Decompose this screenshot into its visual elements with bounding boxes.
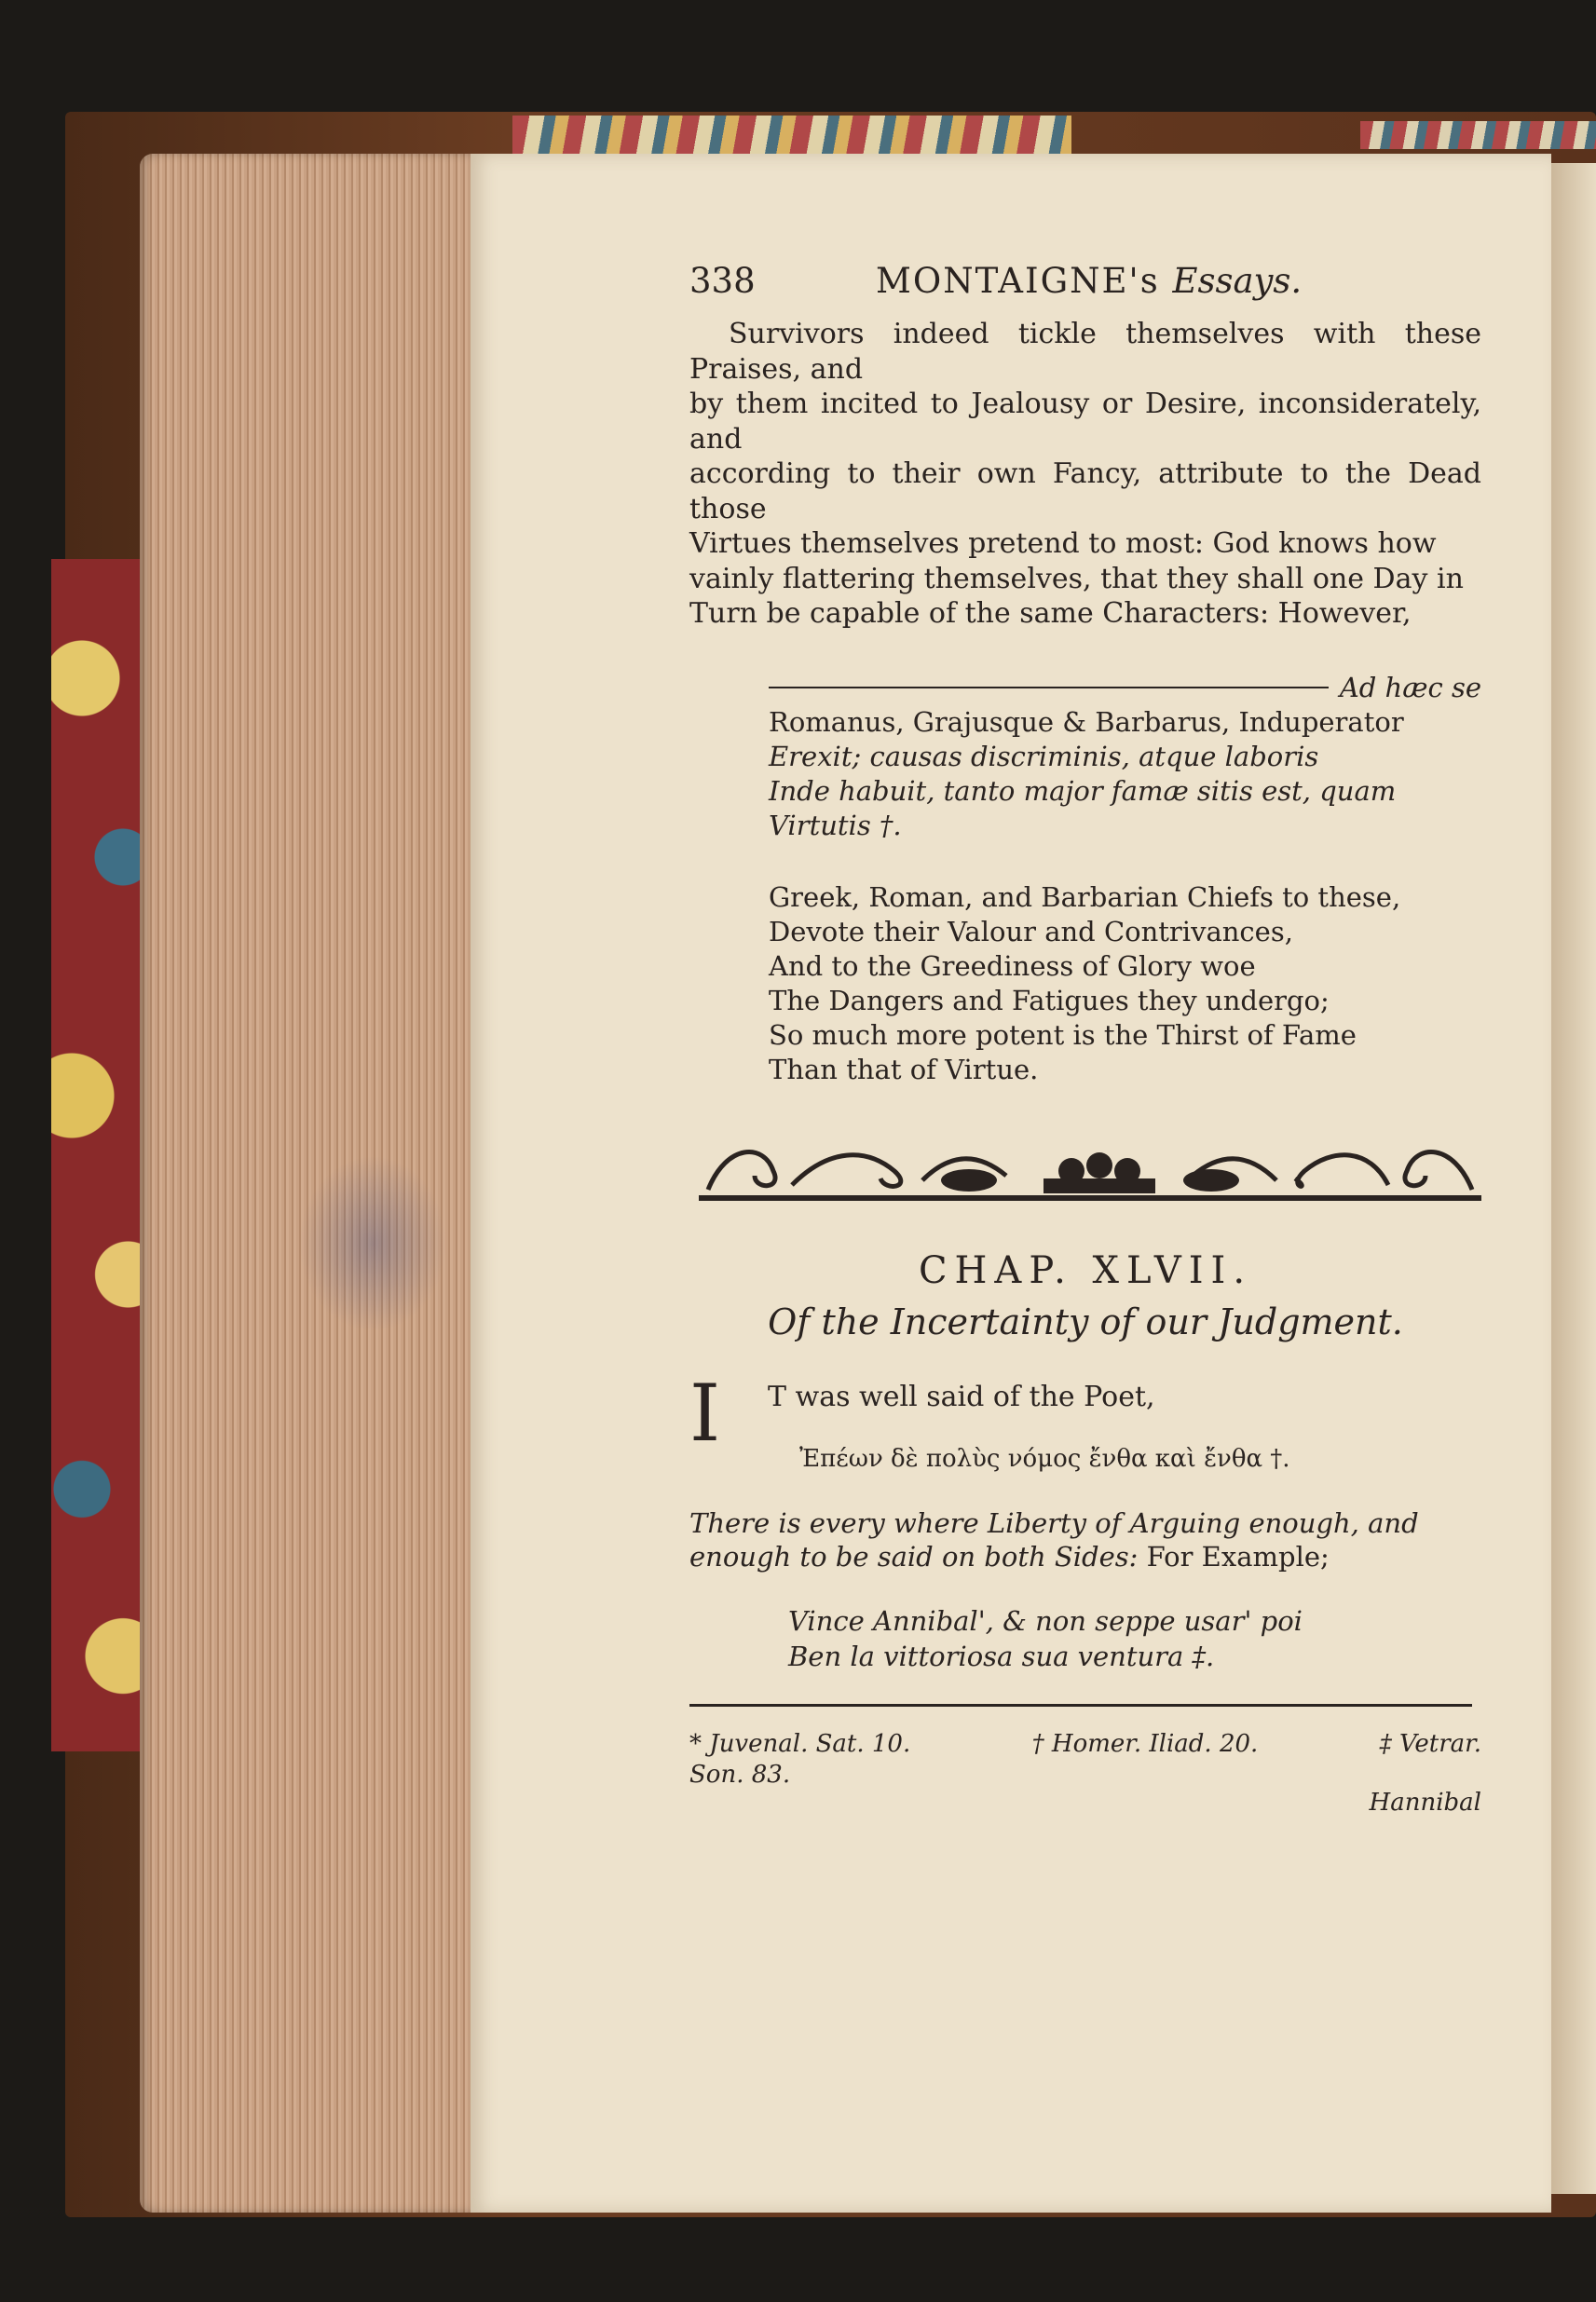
verse-first-line (769, 671, 1481, 705)
footnotes (689, 1727, 1481, 1761)
footnote: † Homer. Iliad. 20. (1031, 1729, 1259, 1758)
verse-line: Inde habuit, tanto major famæ sitis est, quam (769, 774, 1397, 807)
marbled-endpaper-top (512, 116, 1071, 155)
prose-line: vainly flattering themselves, that they shall one Day in (689, 562, 1464, 595)
translation-roman: For Example; (1146, 1540, 1330, 1573)
footnote-continued: Son. 83. (689, 1760, 791, 1789)
footnote: * Juvenal. Sat. 10. (689, 1729, 911, 1758)
translation-paragraph (689, 1506, 1481, 1573)
footnote: ‡ Vetrar. (1379, 1729, 1481, 1758)
running-head-author: MONTAIGNE's (876, 261, 1160, 301)
latin-verse (769, 671, 1481, 843)
page-header (689, 261, 1481, 317)
verse-line: Romanus, Grajusque & Barbarus, Induperator (769, 705, 1404, 738)
verse-line: Erexit; causas discriminis, atque laboris (769, 740, 1319, 772)
body-paragraph (689, 317, 1481, 632)
verse-line: Greek, Roman, and Barbarian Chiefs to these, (769, 880, 1401, 913)
verse-line: The Dangers and Fatigues they undergo; (769, 984, 1330, 1016)
page-text (689, 261, 1481, 1817)
marbled-endpaper-top-right (1360, 121, 1596, 149)
prose-line: by them incited to Jealousy or Desire, inconsiderately, and (689, 388, 1481, 456)
page-number: 338 (689, 261, 756, 301)
drop-cap: I (689, 1367, 721, 1459)
verse-line: Than that of Virtue. (769, 1053, 1039, 1085)
english-verse (769, 880, 1481, 1087)
opening-text: T was well said of the Poet, (768, 1380, 1155, 1413)
catchword: Hannibal (1369, 1788, 1481, 1817)
verse-line: And to the Greediness of Glory woe (769, 949, 1256, 982)
verse-line: Virtutis †. (769, 809, 902, 841)
chapter-title: Of the Incertainty of our Judgment. (768, 1301, 1403, 1342)
running-head-title: Essays. (1172, 261, 1303, 301)
verse-line: Ben la vittoriosa sua ventura ‡. (788, 1640, 1215, 1672)
verse-line: So much more potent is the Thirst of Fame (769, 1018, 1357, 1051)
prose-line: Turn be capable of the same Characters: However, (689, 597, 1412, 630)
verse-line: Ad hæc se (1339, 671, 1481, 703)
library-stamp (298, 1155, 447, 1332)
running-head (876, 261, 1302, 301)
italian-verse (788, 1603, 1481, 1674)
translation-italic: There is every where Liberty of Arguing enough, and enough to be said on both Sides: (689, 1506, 1419, 1573)
footnote-rule (689, 1704, 1472, 1707)
verse-line: Vince Annibal', & non seppe usar' poi (788, 1604, 1303, 1637)
prose-line: Virtues themselves pretend to most: God knows how (689, 527, 1437, 560)
verse-line: Devote their Valour and Contrivances, (769, 915, 1293, 947)
chapter-number: CHAP. XLVII. (918, 1248, 1253, 1292)
greek-quotation: Ἐπέων δὲ πολὺς νόμος ἔνθα καὶ ἔνθα †. (799, 1444, 1290, 1473)
facing-page-edge (1551, 163, 1596, 2194)
verse-rule (769, 687, 1329, 688)
prose-line: according to their own Fancy, attribute to the Dead those (689, 457, 1481, 525)
prose-line: Survivors indeed tickle themselves with these Praises, and (689, 318, 1481, 386)
decorative-headpiece-icon (699, 1134, 1481, 1208)
